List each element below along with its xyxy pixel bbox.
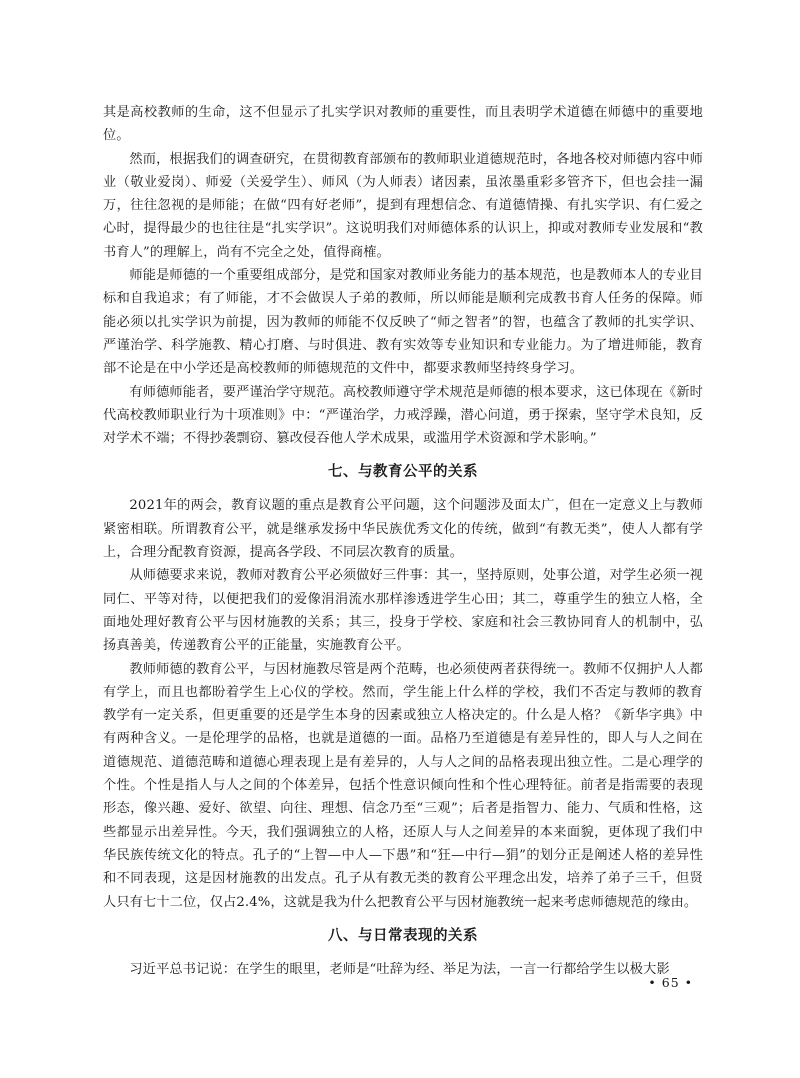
paragraph-continuation: 其是高校教师的生命，这不但显示了扎实学识对教师的重要性，而且表明学术道德在师德中的重要地位。 xyxy=(103,105,703,144)
section-heading-7: 七、与教育公平的关系 xyxy=(328,464,478,481)
section-heading-8: 八、与日常表现的关系 xyxy=(328,927,478,944)
paragraph: 2021年的两会，教育议题的重点是教育公平问题，这个问题涉及面太广，但在一定意义上与教师紧密相联。所谓教育公平，就是继承发扬中华民族优秀文化的传统，做到“有教无类”，使人人都有学上，合理分配教育资源，提高各学段、不同层次教育的质量。 xyxy=(103,498,703,561)
paragraph: 然而，根据我们的调查研究，在贯彻教育部颁布的教师职业道德规范时，各地各校对师德内容中师业（敬业爱岗）、师爱（关爱学生）、师风（为人师表）诸因素，虽浓墨重彩多管齐下，但也会挂一漏万，往往忽视的是师能；在做“四有好老师”，提到有理想信念、有道德情操、有扎实学识、有仁爱之心时，提得最少的也往往是“扎实学识”。这说明我们对师德体系的认识上，抑或对教师专业发展和“教书育人”的理解上，尚有不完全之处，值得商榷。 xyxy=(103,151,703,260)
page-body xyxy=(103,101,703,981)
paragraph: 教师师德的教育公平，与因材施教尽管是两个范畴，也必须使两者获得统一。教师不仅拥护人人都有学上，而且也都盼着学生上心仪的学校。然而，学生能上什么样的学校，我们不否定与教师的教育教学有一定关系，但更重要的还是学生本身的因素或独立人格决定的。什么是人格？《新华字典》中有两种含义。一是伦理学的品格，也就是道德的一面。品格乃至道德是有差异性的，即人与人之间在道德规范、道德范畴和道德心理表现上是有差异的，人与人之间的品格表现出独立性。二是心理学的个性。个性是指人与人之间的个体差异，包括个性意识倾向性和个性心理特征。前者是指需要的表现形态，像兴趣、爱好、欲望、向往、理想、信念乃至“三观”；后者是指智力、能力、气质和性格，这些都显示出差异性。今天，我们强调独立的人格，还原人与人之间差异的本来面貌，更体现了我们中华民族传统文化的特点。孔子的“上智—中人—下愚”和“狂—中行—狷”的划分正是阐述人格的差异性和不同表现，这是因材施教的出发点。孔子从有教无类的教育公平理念出发，培养了弟子三千，但贤人只有七十二位，仅占2.4%，这就是我为什么把教育公平与因材施教统一起来考虑师德规范的缘由。 xyxy=(103,661,703,910)
paragraph: 从师德要求来说，教师对教育公平必须做好三件事：其一，坚持原则，处事公道，对学生必须一视同仁、平等对待，以便把我们的爱像涓涓流水那样渗透进学生心田；其二，尊重学生的独立人格，全面地处理好教育公平与因材施教的关系；其三，投身于学校、家庭和社会三教协同育人的机制中，弘扬真善美，传递教育公平的正能量，实施教育公平。 xyxy=(103,568,703,654)
page-number: • 65 • xyxy=(648,975,693,990)
paragraph: 习近平总书记说：在学生的眼里，老师是“吐辞为经、举足为法，一言一行都给学生以极大影 xyxy=(129,961,670,977)
paragraph: 有师德师能者，要严谨治学守规范。高校教师遵守学术规范是师德的根本要求，这已体现在《新时代高校教师职业行为十项准则》中：“严谨治学，力戒浮躁，潜心问道，勇于探索，坚守学术良知，反对学术不端；不得抄袭剽窃、篡改侵吞他人学术成果，或滥用学术资源和学术影响。” xyxy=(103,384,703,447)
paragraph: 师能是师德的一个重要组成部分，是党和国家对教师业务能力的基本规范，也是教师本人的专业目标和自我追求；有了师能，才不会做误人子弟的教师，所以师能是顺利完成教书育人任务的保障。师能必须以扎实学识为前提，因为教师的师能不仅反映了“师之智者”的智，也蕴含了教师的扎实学识、严谨治学、科学施教、精心打磨、与时俱进、教有实效等专业知识和专业能力。为了增进师能，教育部不论是在中小学还是高校教师的师德规范的文件中，都要求教师坚持终身学习。 xyxy=(103,268,703,377)
